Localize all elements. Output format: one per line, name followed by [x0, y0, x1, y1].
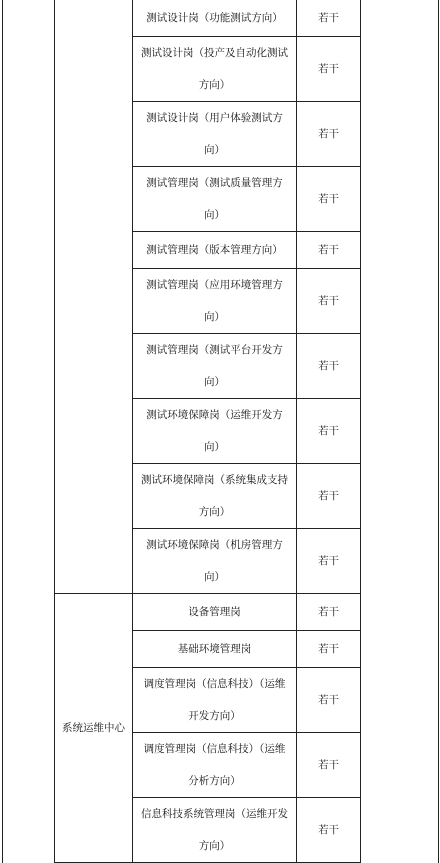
count-cell: 若干 — [297, 399, 361, 464]
count-cell: 若干 — [297, 269, 361, 334]
count-cell: 若干 — [297, 733, 361, 798]
post-cell: 测试设计岗（用户体验测试方向） — [133, 102, 297, 167]
count-cell: 若干 — [297, 668, 361, 733]
post-cell: 调度管理岗（信息科技）（运维开发方向） — [133, 668, 297, 733]
department-cell — [55, 0, 133, 594]
post-cell: 设备管理岗 — [133, 594, 297, 631]
post-cell: 调度管理岗（信息科技）（运维分析方向） — [133, 733, 297, 798]
post-cell: 测试环境保障岗（系统集成支持方向） — [133, 464, 297, 529]
remarks-column-cell — [361, 0, 439, 863]
count-cell: 若干 — [297, 37, 361, 102]
count-cell: 若干 — [297, 167, 361, 232]
post-cell: 测试环境保障岗（运维开发方向） — [133, 399, 297, 464]
table-row — [3, 0, 439, 37]
post-cell: 基础环境管理岗 — [133, 631, 297, 668]
job-posts-table — [2, 0, 439, 863]
count-cell: 若干 — [297, 529, 361, 594]
index-column-cell — [3, 0, 55, 863]
count-cell: 若干 — [297, 102, 361, 167]
post-cell: 测试管理岗（测试平台开发方向） — [133, 334, 297, 399]
post-cell: 测试管理岗（测试质量管理方向） — [133, 167, 297, 232]
department-cell: 系统运维中心 — [55, 594, 133, 863]
post-cell: 信息科技系统管理岗（运维开发方向） — [133, 798, 297, 863]
count-cell: 若干 — [297, 232, 361, 269]
post-cell: 测试设计岗（功能测试方向） — [133, 0, 297, 37]
count-cell: 若干 — [297, 334, 361, 399]
count-cell: 若干 — [297, 594, 361, 631]
count-cell: 若干 — [297, 798, 361, 863]
post-cell: 测试环境保障岗（机房管理方向） — [133, 529, 297, 594]
post-cell: 测试管理岗（版本管理方向） — [133, 232, 297, 269]
post-cell: 测试管理岗（应用环境管理方向） — [133, 269, 297, 334]
count-cell: 若干 — [297, 631, 361, 668]
count-cell: 若干 — [297, 464, 361, 529]
count-cell: 若干 — [297, 0, 361, 37]
post-cell: 测试设计岗（投产及自动化测试方向） — [133, 37, 297, 102]
